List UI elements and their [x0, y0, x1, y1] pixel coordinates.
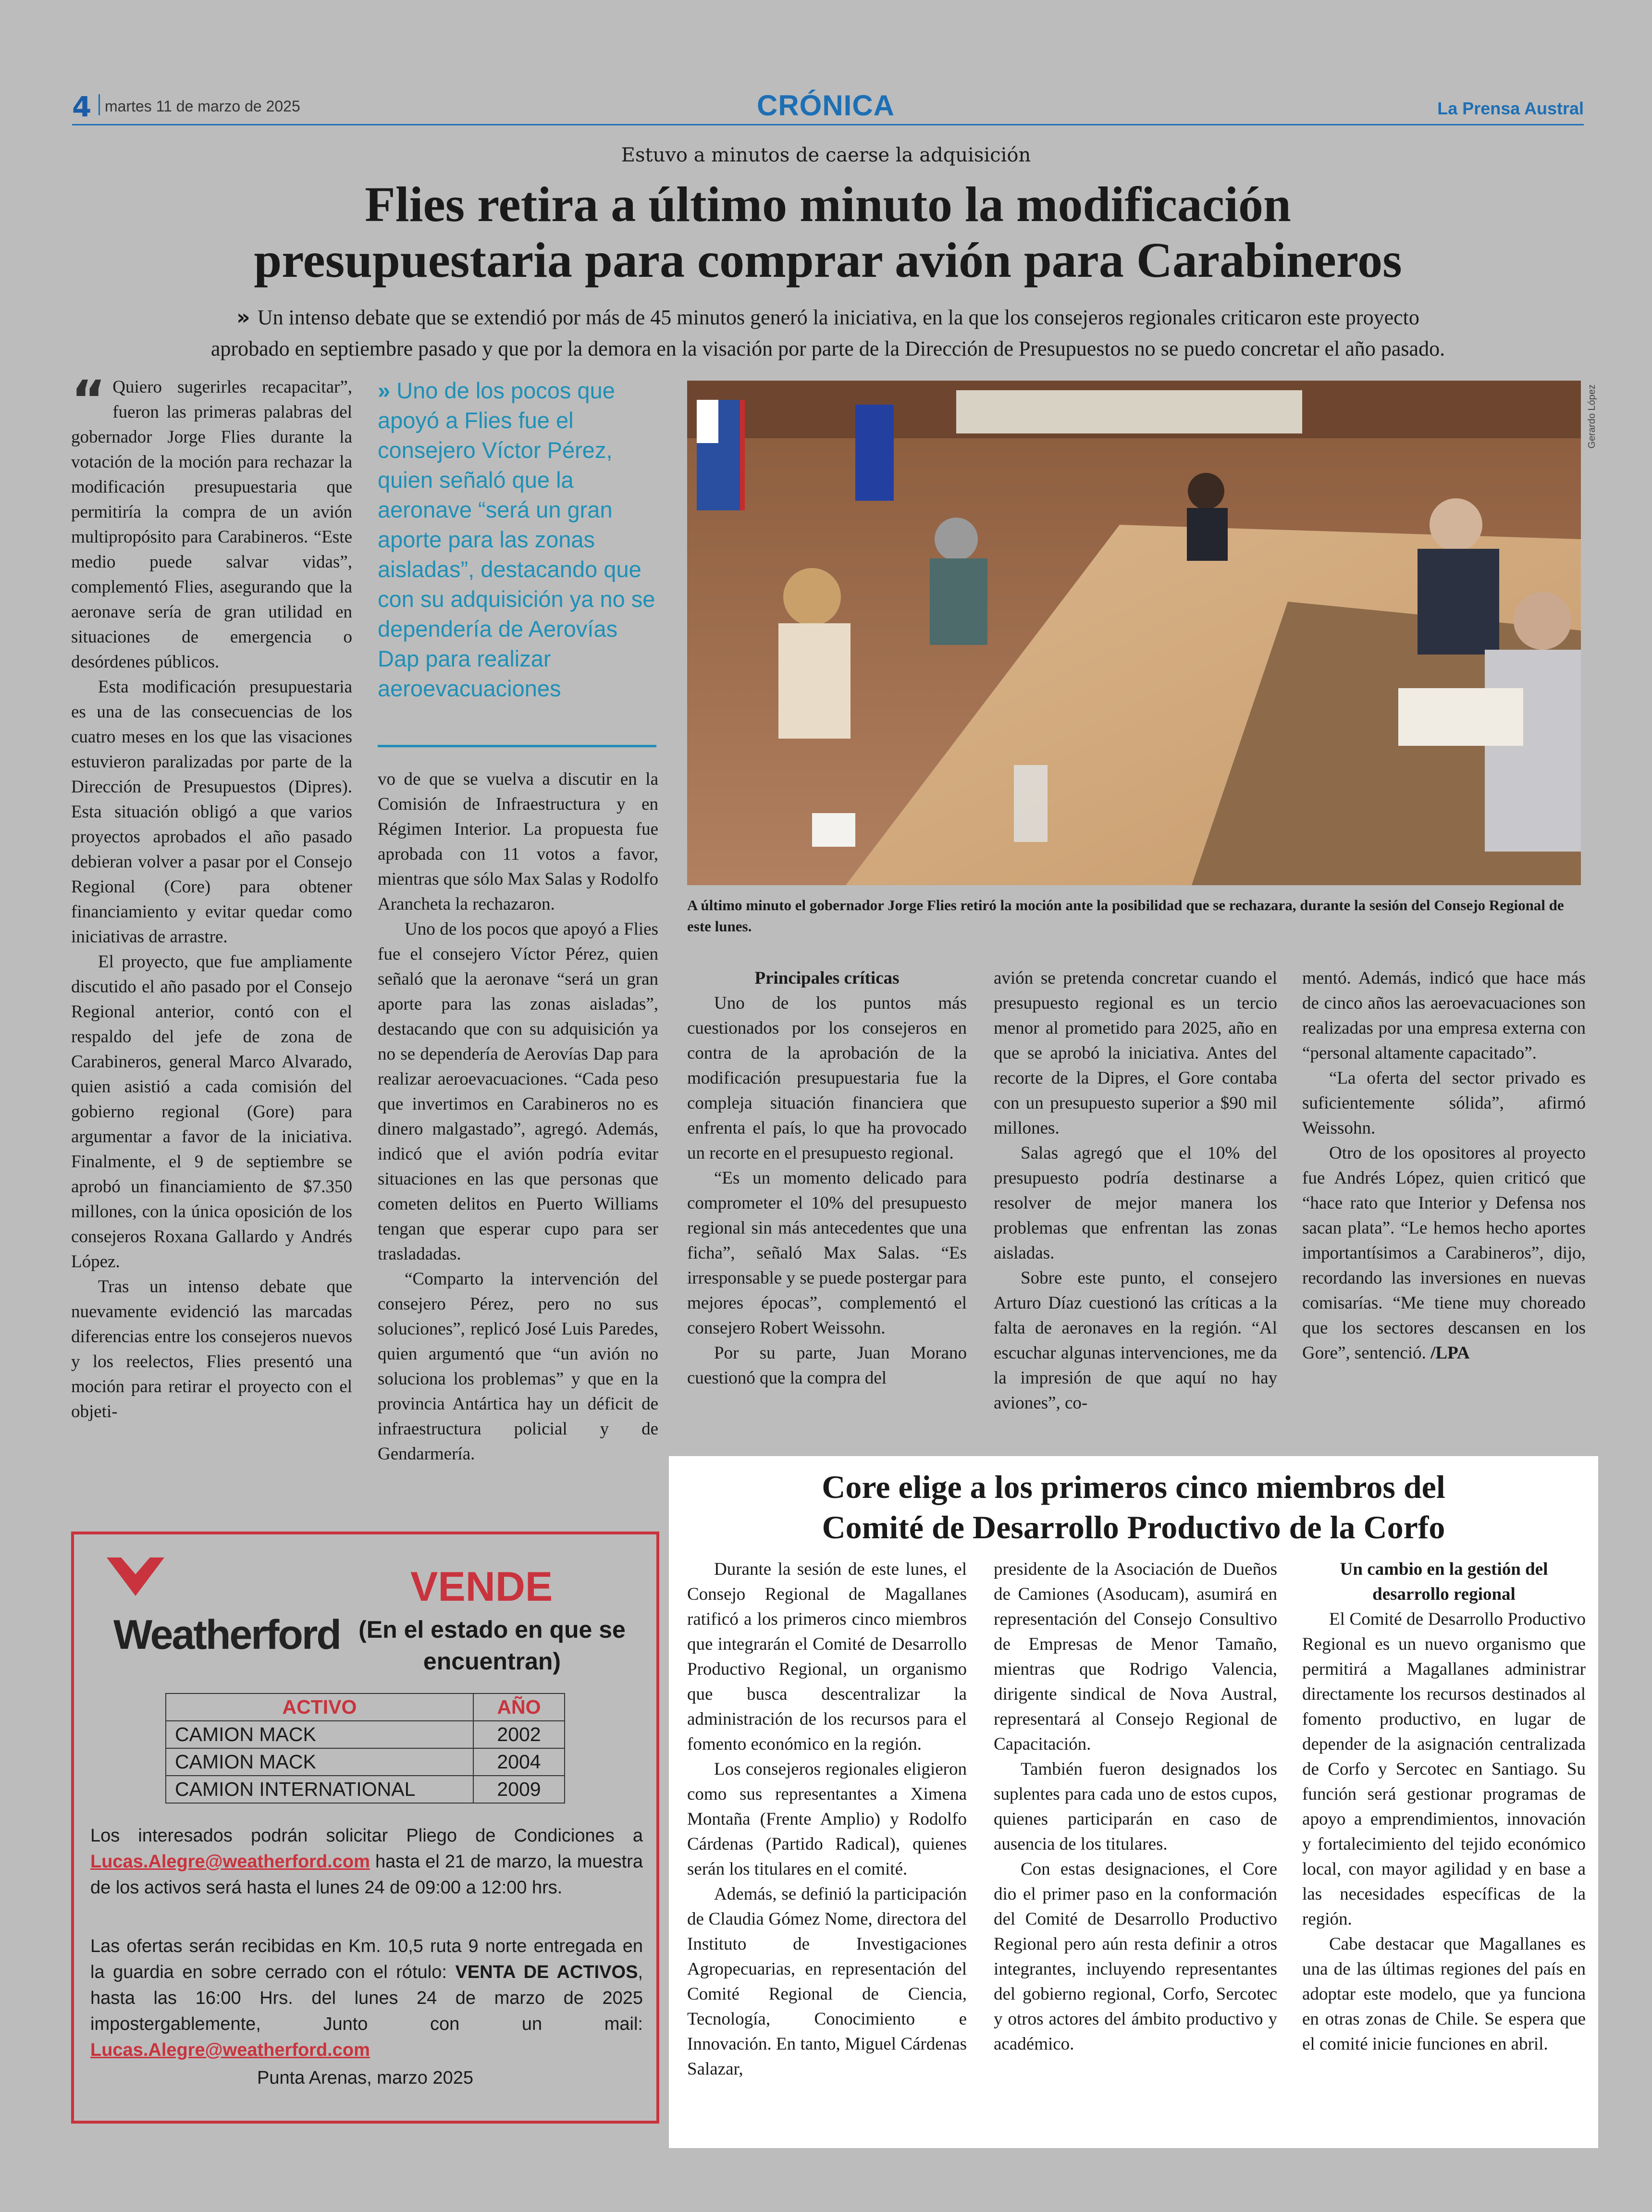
article-headline: [72, 177, 1584, 289]
criticas-subhead: Principales críticas: [754, 968, 900, 988]
table-row: [166, 1721, 565, 1748]
article-kicker: Estuvo a minutos de caerse la adquisición: [621, 144, 1031, 166]
newspaper-brand: La Prensa Austral: [1437, 99, 1584, 118]
col3-paragraph: “Es un momento delicado para comprometer el 10% del presupuesto regional sin más antecedentes que una ficha”, señaló Max Salas. “Es irresponsable y se puede postergar para mejores épocas”, complementó el consejero Robert Weissohn.: [687, 1168, 967, 1338]
dek-arrow-icon: »: [236, 305, 258, 330]
section-title: CRÓNICA: [757, 89, 895, 122]
col5-last-text: Otro de los opositores al proyecto fue Andrés López, quien criticó que “hace rato que Interior y Defensa nos sacan plata”. “Le hemos hecho aportes importantísimos a Carabineros”, dijo, recordando las inversiones en nuevas comisarías. “Me tiene muy choreado que los sectores descansen en los Gore”, sentenció.: [1302, 1143, 1586, 1363]
article-column-3: [687, 966, 967, 1391]
col5-paragraph: mentó. Además, indicó que hace más de cinco años las aeroevacuaciones son realizadas por una empresa externa con “personal altamente capacitado”.: [1302, 968, 1586, 1063]
asset-name: CAMION MACK: [166, 1748, 473, 1776]
email-link[interactable]: Lucas.Alegre@weatherford.com: [90, 2040, 370, 2060]
asset-year: 2009: [473, 1776, 565, 1803]
col5-paragraph: [1302, 1141, 1586, 1366]
col2-paragraph: “Comparto la intervención del consejero Pérez, pero no sus soluciones”, replicó José Luis Paredes, quien argumentó que “un avión no soluciona los problemas” y que en la provincia Antártica hay un déficit de infraestructura policial y de Gendarmería.: [378, 1269, 658, 1464]
table-row: [166, 1776, 565, 1803]
ad-conditions-text: Los interesados podrán solicitar Pliego de Condiciones a Lucas.Alegre@weatherford.com hasta el 21 de marzo, la muestra de los activos será hasta el lunes 24 de 09:00 a 12:00 hrs.: [90, 1826, 643, 1898]
pull-quote-rule: [378, 745, 656, 747]
corfo-paragraph: Con estas designaciones, el Core dio el primer paso en la conformación del Comité de Desarrollo Productivo Regional pero aún resta definir a otros integrantes, incluyendo representantes del gobierno regional, Corfo, Sercotec y otros actores del ámbito productivo y académico.: [994, 1859, 1277, 2054]
corfo-paragraph: Los consejeros regionales eligieron como sus representantes a Ximena Montaña (Frente Amplio) y Rodolfo Cárdenas (Partido Radical), quienes serán los titulares en el comité.: [687, 1759, 967, 1879]
article-column-4: [994, 966, 1277, 1416]
asset-year: 2002: [473, 1721, 565, 1748]
photo-caption: A último minuto el gobernador Jorge Flies retiró la moción ante la posibilidad que se rechazara, durante la sesión del Consejo Regional de este lunes.: [687, 897, 1564, 935]
corfo-paragraph: Cabe destacar que Magallanes es una de las últimas regiones del país en adoptar este modelo, que ya funciona en otras zonas de Chile. Se espera que el comité inicie funciones en abril.: [1302, 1934, 1586, 2054]
dek-line-1: Un intenso debate que se extendió por más de 45 minutos generó la iniciativa, en la que los consejeros regionales criticaron este proyecto: [257, 306, 1419, 329]
corfo-paragraph: presidente de la Asociación de Dueños de Camiones (Asoducam), asumirá en representación del Consejo Consultivo de Empresas de Menor Tamaño, mientras que Rodrigo Valencia, dirigente sindical de Nova Austral, representará al Consejo Regional de Capacitación.: [994, 1559, 1277, 1754]
ad-brand: Weatherford: [113, 1612, 340, 1658]
asset-name: CAMION MACK: [166, 1721, 473, 1748]
corfo-column-3: [1302, 1557, 1586, 2057]
headline-line-2: presupuestaria para comprar avión para Carabineros: [254, 233, 1402, 288]
corfo-paragraph: El Comité de Desarrollo Productivo Regional es un nuevo organismo que permitirá a Magallanes administrar directamente los recursos destinados al fomento productivo, en lugar de depender de la asignación centralizada de Corfo y Sercotec en Santiago. Su función será gestionar programas de apoyo a emprendimientos, innovación y fortalecimiento del tejido económico local, con mayor agilidad y en base a las necesidades específicas de la región.: [1302, 1609, 1586, 1929]
corfo-column-1: [687, 1557, 967, 2082]
article-dek: [72, 302, 1584, 364]
col-header-activo: ACTIVO: [166, 1693, 473, 1721]
col1-paragraph: El proyecto, que fue ampliamente discutido el año pasado por el Consejo Regional anterior, contó con el respaldo del jefe de zona de Carabineros, general Marco Alvarado, quien asistió a cada comisión del gobierno regional (Gore) para argumentar a favor de la iniciativa. Finalmente, el 9 de septiembre se aprobó un financiamiento de $7.350 millones, con la única oposición de los consejeros Roxana Gallardo y Andrés López.: [71, 952, 352, 1272]
corfo-headline: [669, 1467, 1598, 1547]
meeting-photo: [687, 381, 1581, 885]
page-number: 4: [72, 90, 92, 123]
pull-quote-arrow-icon: »: [378, 378, 397, 403]
col4-paragraph: Salas agregó que el 10% del presupuesto podría destinarse a resolver de mejor manera los problemas que enfrentan las zonas aisladas.: [994, 1143, 1277, 1263]
corfo-column-2: [994, 1557, 1277, 2057]
ad-subtitle: (En el estado en que se encuentran): [358, 1616, 626, 1675]
col3-paragraph: Por su parte, Juan Morano cuestionó que la compra del: [687, 1343, 967, 1388]
header-divider: [99, 94, 100, 115]
corfo-paragraph: También fueron designados los suplentes para cada uno de estos cupos, quienes participarán en caso de ausencia de los titulares.: [994, 1759, 1277, 1854]
weatherford-logo-icon: [107, 1557, 164, 1601]
quote-mark-icon: “: [71, 369, 106, 431]
col4-paragraph: avión se pretenda concretar cuando el presupuesto regional es un tercio menor al prometido para 2025, año en que se aprobó la iniciativa. Antes del recorte de la Dipres, el Gore contaba con un presupuesto superior a $90 mil millones.: [994, 968, 1277, 1138]
ad-title: VENDE: [410, 1564, 553, 1610]
corfo-paragraph: Durante la sesión de este lunes, el Consejo Regional de Magallanes ratificó a los primeros cinco miembros que integrarán el Comité de Desarrollo Productivo Regional, un organismo que busca descentralizar la administración de los recursos para el fomento económico en la región.: [687, 1559, 967, 1754]
photo-credit: Gerardo López: [1587, 384, 1597, 449]
col1-paragraph: Quiero sugerirles recapacitar”, fueron las primeras palabras del gobernador Jorge Flies durante la votación de la moción para rechazar la modificación presupuestaria que permitiría la compra de un avión multipropósito para Carabineros. “Este medio puede salvar vidas”, complementó Flies, asegurando que la aeronave sería de gran utilidad en situaciones de emergencia o desórdenes públicos.: [71, 377, 352, 672]
headline-line-1: Flies retira a último minuto la modificación: [365, 177, 1291, 232]
pull-quote: [378, 376, 656, 704]
header-rule: [72, 124, 1584, 125]
ad-offers-text: Las ofertas serán recibidas en Km. 10,5 ruta 9 norte entregada en la guardia en sobre cerrado con el rótulo: VENTA DE ACTIVOS, hasta las 16:00 Hrs. del lunes 24 de marzo de 2025 impostergablemente, Junto con un mail: Lucas.Alegre@weatherford.com: [90, 1936, 643, 2060]
corfo-headline-line-2: Comité de Desarrollo Productivo de la Corfo: [822, 1509, 1445, 1545]
col1-paragraph: Esta modificación presupuestaria es una de las consecuencias de los cuatro meses en los que las visaciones estuvieron paralizadas por parte de la Dirección de Presupuestos (Dipres). Esta situación obligó a que varios proyectos aprobados el año pasado debieran volver a pasar por el Consejo Regional (Core) para obtener financiamiento y evitar quedar como iniciativas de arrastre.: [71, 677, 352, 947]
col-header-ano: AÑO: [473, 1693, 565, 1721]
col5-paragraph: “La oferta del sector privado es suficientemente sólida”, afirmó Weissohn.: [1302, 1068, 1586, 1138]
issue-date: martes 11 de marzo de 2025: [105, 98, 300, 115]
corfo-paragraph: Además, se definió la participación de Claudia Gómez Nome, directora del Instituto de Investigaciones Agropecuarias, en representación del Comité Regional de Ciencia, Tecnología, Conocimiento e Innovación. En tanto, Miguel Cárdenas Salazar,: [687, 1884, 967, 2079]
assets-table-header: [166, 1693, 565, 1721]
table-row: [166, 1748, 565, 1776]
article-column-5: [1302, 966, 1586, 1366]
article-column-2: [378, 767, 658, 1467]
signoff: /LPA: [1430, 1343, 1470, 1363]
col4-paragraph: Sobre este punto, el consejero Arturo Díaz cuestionó las críticas a la falta de aeronaves en la región. “Al escuchar algunas intervenciones, me da la impresión de que aquí no hay aviones”, co-: [994, 1268, 1277, 1413]
dek-line-2: aprobado en septiembre pasado y que por la demora en la visación por parte de la Dirección de Presupuestos no se puedo concretar el año pasado.: [210, 337, 1445, 361]
ad-footer: Punta Arenas, marzo 2025: [257, 2068, 473, 2088]
pull-quote-text: Uno de los pocos que apoyó a Flies fue el consejero Víctor Pérez, quien señaló que la aeronave “será un gran aporte para las zonas aisladas”, destacando que con su adquisición ya no se dependería de Aerovías Dap para realizar aeroevacuaciones: [378, 378, 655, 701]
corfo-headline-line-1: Core elige a los primeros cinco miembros del: [822, 1469, 1445, 1505]
col2-paragraph: Uno de los pocos que apoyó a Flies fue el consejero Víctor Pérez, quien señaló que la aeronave “será un gran aporte para las zonas aisladas”, destacando que con su adquisición ya no se dependería de Aerovías Dap para realizar aeroevacuaciones. “Cada peso que invertimos en Carabineros no es dinero malgastado”, agregó. Además, indicó que el avión podría evitar situaciones en las que personas que cometen delitos en Puerto Williams tengan que esperar cupo para ser trasladadas.: [378, 919, 658, 1264]
asset-year: 2004: [473, 1748, 565, 1776]
col2-paragraph: vo de que se vuelva a discutir en la Comisión de Infraestructura y en Régimen Interior. La propuesta fue aprobada con 11 votos a favor, mientras que sólo Max Salas y Rodolfo Arancheta la rechazaron.: [378, 769, 658, 914]
corfo-subhead: Un cambio en la gestión del desarrollo regional: [1340, 1559, 1548, 1604]
col1-paragraph: Tras un intenso debate que nuevamente evidenció las marcadas diferencias entre los consejeros nuevos y los reelectos, Flies presentó una moción para retirar el proyecto con el objeti-: [71, 1277, 352, 1421]
asset-name: CAMION INTERNATIONAL: [166, 1776, 473, 1803]
weatherford-ad: [71, 1532, 659, 2124]
article-column-1: [71, 369, 352, 1424]
email-link[interactable]: Lucas.Alegre@weatherford.com: [90, 1852, 370, 1872]
assets-table: [165, 1693, 565, 1804]
meeting-photo-illustration: [687, 381, 1581, 885]
col3-paragraph: Uno de los puntos más cuestionados por los consejeros en contra de la aprobación de la modificación presupuestaria fue la compleja situación financiera que enfrenta el país, lo que ha provocado un recorte en el presupuesto regional.: [687, 993, 967, 1163]
